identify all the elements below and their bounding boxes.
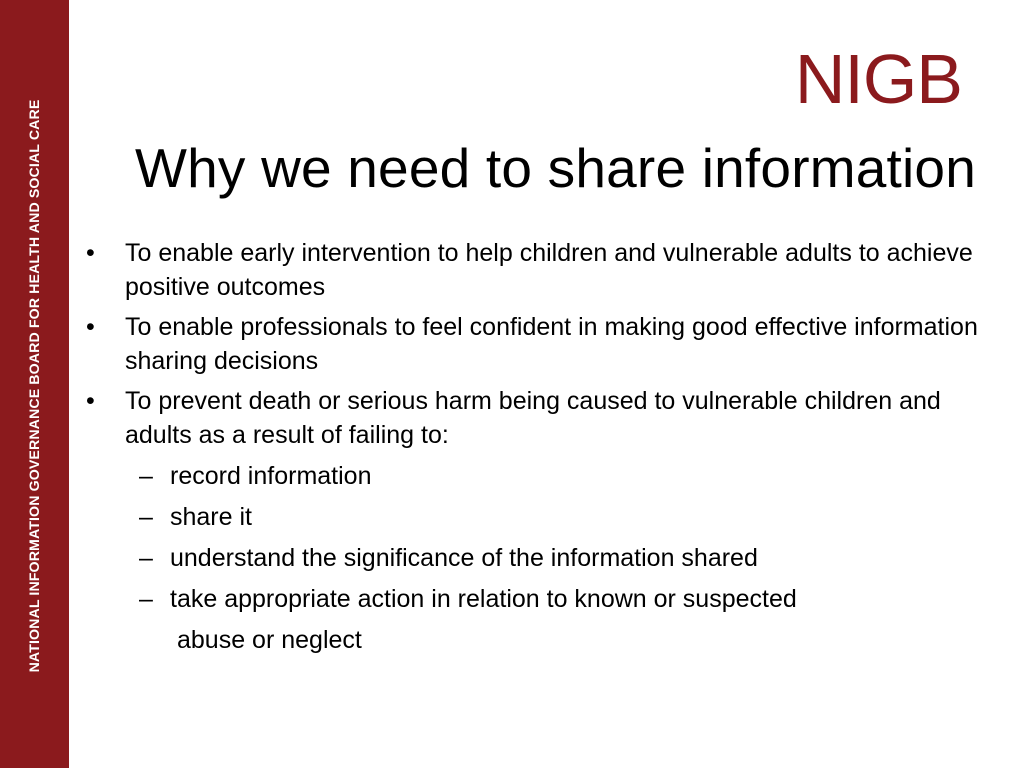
bullet-marker: • <box>86 239 95 267</box>
brand-logo-text: NIGB <box>794 40 962 118</box>
bullet-item <box>84 384 1004 452</box>
bullet-marker: • <box>86 313 95 341</box>
sub-bullet-marker: – <box>139 503 153 531</box>
sub-bullet-text: take appropriate action in relation to known or suspected <box>170 585 797 613</box>
sub-bullet-continuation: abuse or neglect <box>177 626 362 654</box>
sub-bullet-text: share it <box>170 503 252 531</box>
sub-bullet-item <box>84 459 1004 493</box>
bullet-marker: • <box>86 387 95 415</box>
sub-bullet-marker: – <box>139 585 153 613</box>
slide-title: Why we need to share information <box>135 137 976 199</box>
bullet-text: To enable early intervention to help children and vulnerable adults to achieve positive outcomes <box>125 239 973 301</box>
bullet-text: To enable professionals to feel confident in making good effective information sharing decisions <box>125 313 978 375</box>
sub-bullet-marker: – <box>139 462 153 490</box>
bullet-item <box>84 236 1004 304</box>
bullet-item <box>84 310 1004 378</box>
sub-bullet-item <box>84 582 1004 616</box>
sub-bullet-text: understand the significance of the information shared <box>170 544 758 572</box>
sub-bullet-item <box>84 500 1004 534</box>
bullet-list <box>84 236 1004 657</box>
sub-bullet-marker: – <box>139 544 153 572</box>
sub-bullet-item <box>84 541 1004 575</box>
sub-bullet-text: record information <box>170 462 372 490</box>
bullet-text: To prevent death or serious harm being caused to vulnerable children and adults as a result of failing to: <box>125 387 941 449</box>
sidebar-org-name: NATIONAL INFORMATION GOVERNANCE BOARD FOR HEALTH AND SOCIAL CARE <box>27 99 43 673</box>
sidebar-band <box>0 0 69 768</box>
